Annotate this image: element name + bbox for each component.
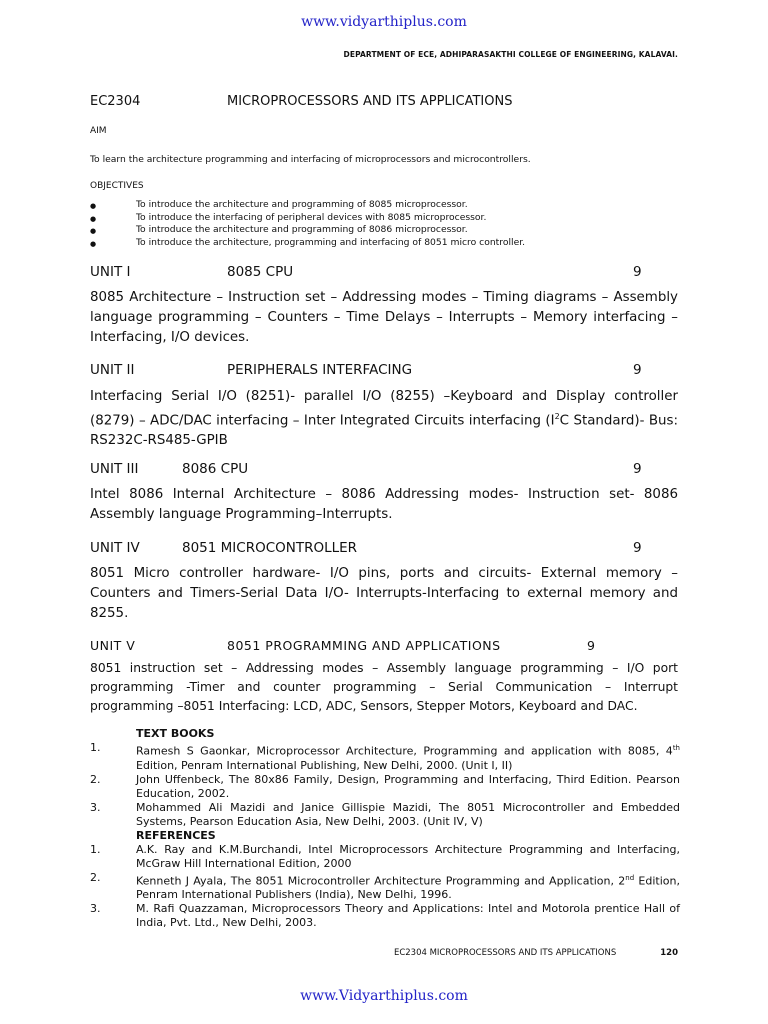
superscript: nd [625,873,635,882]
unit-hours: 9 [587,638,596,653]
item-number: 3. [90,902,101,916]
text-book-item [90,773,680,801]
references-heading: REFERENCES [136,828,216,842]
course-code: EC2304 [90,94,141,109]
aim-heading: AIM [90,126,107,136]
objective-item: ● To introduce the interfacing of peripheral devices with 8085 microprocessor. [90,212,525,225]
item-text: A.K. Ray and K.M.Burchandi, Intel Microprocessors Architecture Programming and Interfacing, McGraw Hill International Edition, 2000 [136,842,680,870]
text-books-heading: TEXT BOOKS [136,727,215,740]
item-number: 3. [90,800,101,814]
unit-4-content: 8051 Micro controller hardware- I/O pins, ports and circuits- External memory – Counters and Timers-Serial Data I/O- Interrupts-Interfacing to external memory and 8255. [90,566,678,621]
reference-item [90,871,680,903]
objective-item: ● To introduce the architecture and programming of 8086 microprocessor. [90,224,525,237]
item-text: Kenneth J Ayala, The 8051 Microcontroller Architecture Programming and Application, 2 [136,874,626,888]
unit-title: 8051 PROGRAMMING AND APPLICATIONS [227,638,501,653]
text-book-item [90,801,680,829]
unit-2-text-a: Interfacing Serial I/O (8251)- parallel I/O (8255) –Keyboard and Display controller (8279) – ADC/DAC interfacing – Inter Integrated Circuits interfacing (I [90,389,678,429]
unit-label: UNIT II [90,362,135,378]
unit-label: UNIT V [90,638,136,653]
unit-title: 8085 CPU [227,264,294,280]
item-number: 2. [90,870,101,884]
unit-hours: 9 [633,461,642,477]
unit-title: 8051 MICROCONTROLLER [182,540,358,556]
item-number: 1. [90,842,101,856]
superscript: 2 [554,412,560,421]
reference-item [90,843,680,871]
item-text: Ramesh S Gaonkar, Microprocessor Architecture, Programming and application with 8085, 4 [136,744,673,758]
page-footer [394,948,678,958]
item-text: Edition, Penram International Publishing, New Delhi, 2000. (Unit I, II) [136,758,513,772]
department-line: DEPARTMENT OF ECE, ADHIPARASAKTHI COLLEGE OF ENGINEERING, KALAVAI. [343,50,678,59]
course-title: MICROPROCESSORS AND ITS APPLICATIONS [227,94,513,109]
header-site-link[interactable]: www.vidyarthiplus.com [301,14,467,30]
text-book-item [90,741,680,773]
objective-item: ● To introduce the architecture, programming and interfacing of 8051 micro controller. [90,237,525,250]
objective-item: ● To introduce the architecture and programming of 8085 microprocessor. [90,199,525,212]
unit-label: UNIT IV [90,540,140,556]
footer-site-link[interactable]: www.Vidyarthiplus.com [300,988,468,1004]
item-text: Edition, Penram International Publishers (India), New Delhi, 1996. [136,874,680,902]
item-number: 1. [90,741,101,754]
unit-2-content [90,387,678,451]
unit-2-text-b: C Standard)- Bus: RS232C-RS485-GPIB [90,413,678,449]
unit-1-content: 8085 Architecture – Instruction set – Addressing modes – Timing diagrams – Assembly language programming – Counters – Time Delays – Interrupts – Memory interfacing – Interfacing, I/O devices. [90,290,678,345]
unit-hours: 9 [633,264,642,280]
item-text: M. Rafi Quazzaman, Microprocessors Theory and Applications: Intel and Motorola prentice Hall of India, Pvt. Ltd., New Delhi, 2003. [136,902,680,930]
superscript: th [672,744,680,752]
objectives-list [90,199,525,249]
unit-3-content: Intel 8086 Internal Architecture – 8086 Addressing modes- Instruction set- 8086 Assembly language Programming–Interrupts. [90,487,678,522]
aim-text: To learn the architecture programming and interfacing of microprocessors and microcontrollers. [90,154,531,165]
unit-5-content: 8051 instruction set – Addressing modes – Assembly language programming – I/O port programming -Timer and counter programming – Serial Communication – Interrupt programming –8051 Interfacing: LCD, ADC, Sensors, Stepper Motors, Keyboard and DAC. [90,661,678,713]
books-section [90,727,680,930]
item-number: 2. [90,772,101,786]
item-text: Mohammed Ali Mazidi and Janice Gillispie Mazidi, The 8051 Microcontroller and Embedded Systems, Pearson Education Asia, New Delhi, 2003. (Unit IV, V) [136,800,680,828]
unit-title: PERIPHERALS INTERFACING [227,362,413,378]
unit-hours: 9 [633,540,642,556]
unit-title: 8086 CPU [182,461,249,477]
objectives-heading: OBJECTIVES [90,181,144,191]
footer-course-title: EC2304 MICROPROCESSORS AND ITS APPLICATIONS [393,948,617,958]
item-text: John Uffenbeck, The 80x86 Family, Design, Programming and Interfacing, Third Edition. Pearson Education, 2002. [136,772,680,800]
page-number: 120 [660,948,678,958]
unit-label: UNIT I [90,264,131,280]
unit-hours: 9 [633,362,642,378]
reference-item [90,902,680,930]
unit-label: UNIT III [90,461,139,477]
